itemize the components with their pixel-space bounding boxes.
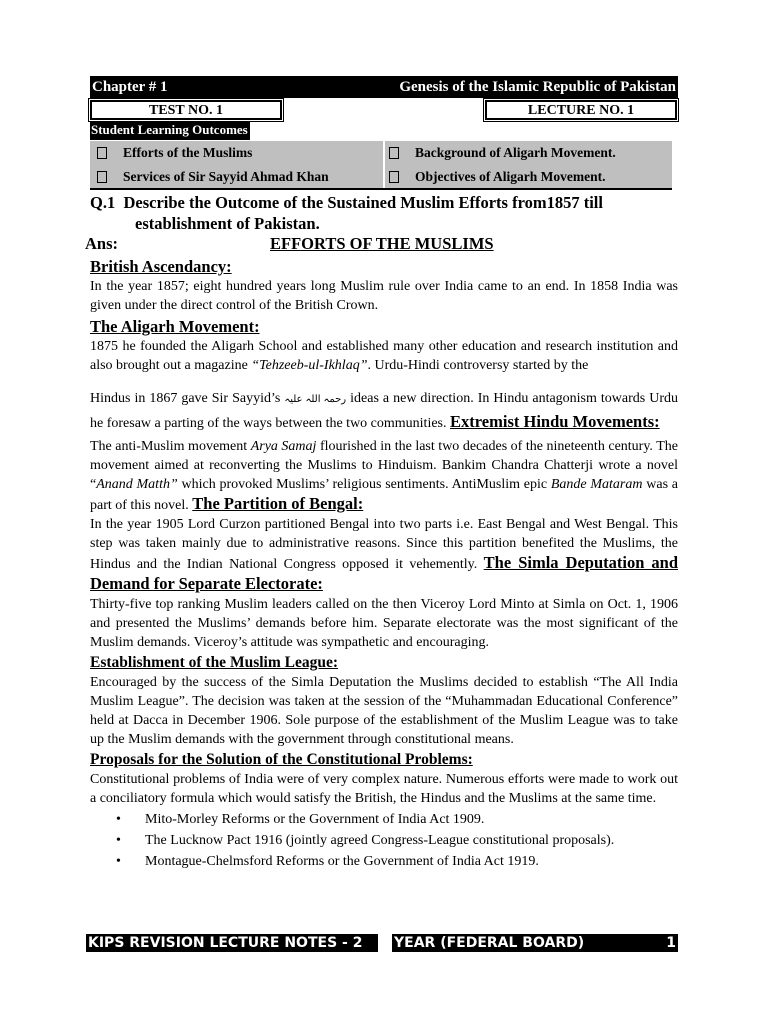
chapter-title: Genesis of the Islamic Republic of Pakistan — [399, 78, 676, 95]
slo-item-label: Services of Sir Sayyid Ahmad Khan — [123, 169, 329, 184]
slo-item-label: Objectives of Aligarh Movement. — [415, 169, 606, 184]
magazine-name: “Tehzeeb-ul-Ikhlaq” — [251, 358, 368, 373]
page-footer — [86, 934, 678, 952]
document-page — [85, 76, 678, 872]
paragraph-aligarh-1 — [90, 337, 678, 375]
text-span: In the year 1905 Lord Curzon partitioned Bengal into two parts i.e. East Bengal and West Bengal. This step was taken mainly due to administrative reasons. Since this partition benefited the Muslims, the Hindus and the Indian National Congress opposed it vehemently. — [90, 517, 678, 572]
paragraph-simla: Thirty-five top ranking Muslim leaders called on the then Viceroy Lord Minto at Simla on Oct. 1, 1906 and presented the Muslims’ demands before him. Separate electorate was the most significant of the Muslim demands. Viceroy’s attitude was sympathetic and encouraging. — [90, 597, 678, 650]
text-span: The anti-Muslim movement — [90, 439, 251, 454]
question-text-line1: Describe the Outcome of the Sustained Muslim Efforts from1857 till — [123, 193, 603, 212]
paragraph-extremist — [90, 437, 678, 515]
text-span: flourished in the last two decades of the nineteenth century. The movement aimed at reconverting the Muslims to Hinduism. Bankim Chandra Chatterji wrote a novel “ — [90, 439, 678, 492]
slo-item — [90, 141, 383, 165]
list-item-text: Mito-Morley Reforms or the Government of India Act 1909. — [145, 812, 485, 827]
paragraph-muslim-league: Encouraged by the success of the Simla Deputation the Muslims decided to establish “The All India Muslim League”. The decision was taken at the session of the “Muhammadan Educational Conference” held at Dacca in December 1906. Sole purpose of the establishment of the Muslim League was to take up the Muslim demands with the government through constitutional means. — [90, 675, 678, 747]
paragraph-partition — [90, 515, 678, 595]
test-lecture-row — [90, 100, 678, 120]
heading-partition-of-bengal: The Partition of Bengal: — [192, 494, 364, 513]
slo-item — [383, 141, 672, 165]
chapter-number: Chapter # 1 — [92, 78, 168, 95]
epic-name: Bande Mataram — [550, 477, 643, 492]
heading-aligarh-movement: The Aligarh Movement: — [90, 317, 260, 336]
list-item — [90, 851, 678, 872]
chapter-header-bar — [90, 76, 678, 98]
question-number: Q.1 — [90, 193, 116, 212]
answer-header — [85, 234, 678, 256]
arya-samaj: Arya Samaj — [250, 439, 317, 454]
lecture-number: LECTURE NO. 1 — [485, 100, 677, 120]
test-number: TEST NO. 1 — [90, 100, 282, 120]
checkbox-icon — [97, 171, 107, 183]
text-span: which provoked Muslims’ religious sentiments. AntiMuslim epic — [177, 477, 551, 492]
heading-british-ascendancy: British Ascendancy: — [90, 257, 232, 276]
checkbox-icon — [97, 147, 107, 159]
list-item-text: Montague-Chelmsford Reforms or the Government of India Act 1919. — [145, 854, 539, 869]
paragraph-aligarh-2 — [90, 388, 678, 435]
checkbox-icon — [389, 171, 399, 183]
footer-right — [392, 934, 678, 952]
slo-item-label: Efforts of the Muslims — [123, 145, 253, 160]
paragraph-gap — [90, 375, 678, 388]
heading-muslim-league: Establishment of the Muslim League: — [90, 654, 338, 671]
footer-year: YEAR (FEDERAL BOARD) — [394, 935, 585, 951]
footer-left: KIPS REVISION LECTURE NOTES - 2 — [86, 934, 378, 952]
slo-item — [383, 165, 672, 189]
text-span: Hindus in 1867 gave Sir Sayyid’s — [90, 391, 285, 406]
novel-name: Anand Matth” — [96, 477, 178, 492]
list-item — [90, 809, 678, 830]
answer-title: EFFORTS OF THE MUSLIMS — [270, 234, 494, 253]
slo-label: Student Learning Outcomes — [90, 121, 250, 140]
heading-extremist-hindu-movements: Extremist Hindu Movements: — [450, 412, 660, 431]
heading-constitutional-proposals: Proposals for the Solution of the Constitutional Problems: — [90, 751, 473, 768]
text-span: was a part of this novel. — [90, 477, 678, 513]
checkbox-icon — [389, 147, 399, 159]
text-span: 1875 he founded the Aligarh School and established many other education and research institution and also brought out a magazine — [90, 339, 678, 373]
slo-table — [90, 141, 672, 190]
reforms-list — [90, 809, 678, 872]
answer-label: Ans: — [85, 234, 119, 253]
slo-item-label: Background of Aligarh Movement. — [415, 145, 616, 160]
list-item — [90, 830, 678, 851]
heading-simla-deputation: The Simla Deputation and Demand for Separate Electorate: — [90, 553, 678, 593]
question — [90, 192, 678, 234]
list-item-text: The Lucknow Pact 1916 (jointly agreed Congress-League constitutional proposals). — [145, 833, 615, 848]
question-text-line2: establishment of Pakistan. — [135, 214, 320, 233]
text-span: . Urdu-Hindi controversy started by the — [367, 358, 589, 373]
paragraph-constitutional: Constitutional problems of India were of very complex nature. Numerous efforts were made to work out a conciliatory formula which would satisfy the British, the Hindus and the Muslims at the same time. — [90, 772, 678, 806]
text-span: ideas a new direction. In Hindu antagonism towards Urdu he foresaw a parting of the ways between the two communities. — [90, 391, 678, 431]
slo-item — [90, 165, 383, 189]
page-number: 1 — [666, 935, 676, 951]
paragraph-british-ascendancy: In the year 1857; eight hundred years long Muslim rule over India came to an end. In 1858 India was given under the direct control of the British Crown. — [90, 279, 678, 313]
urdu-honorific: رحمہ اللہ علیہ — [284, 394, 347, 405]
